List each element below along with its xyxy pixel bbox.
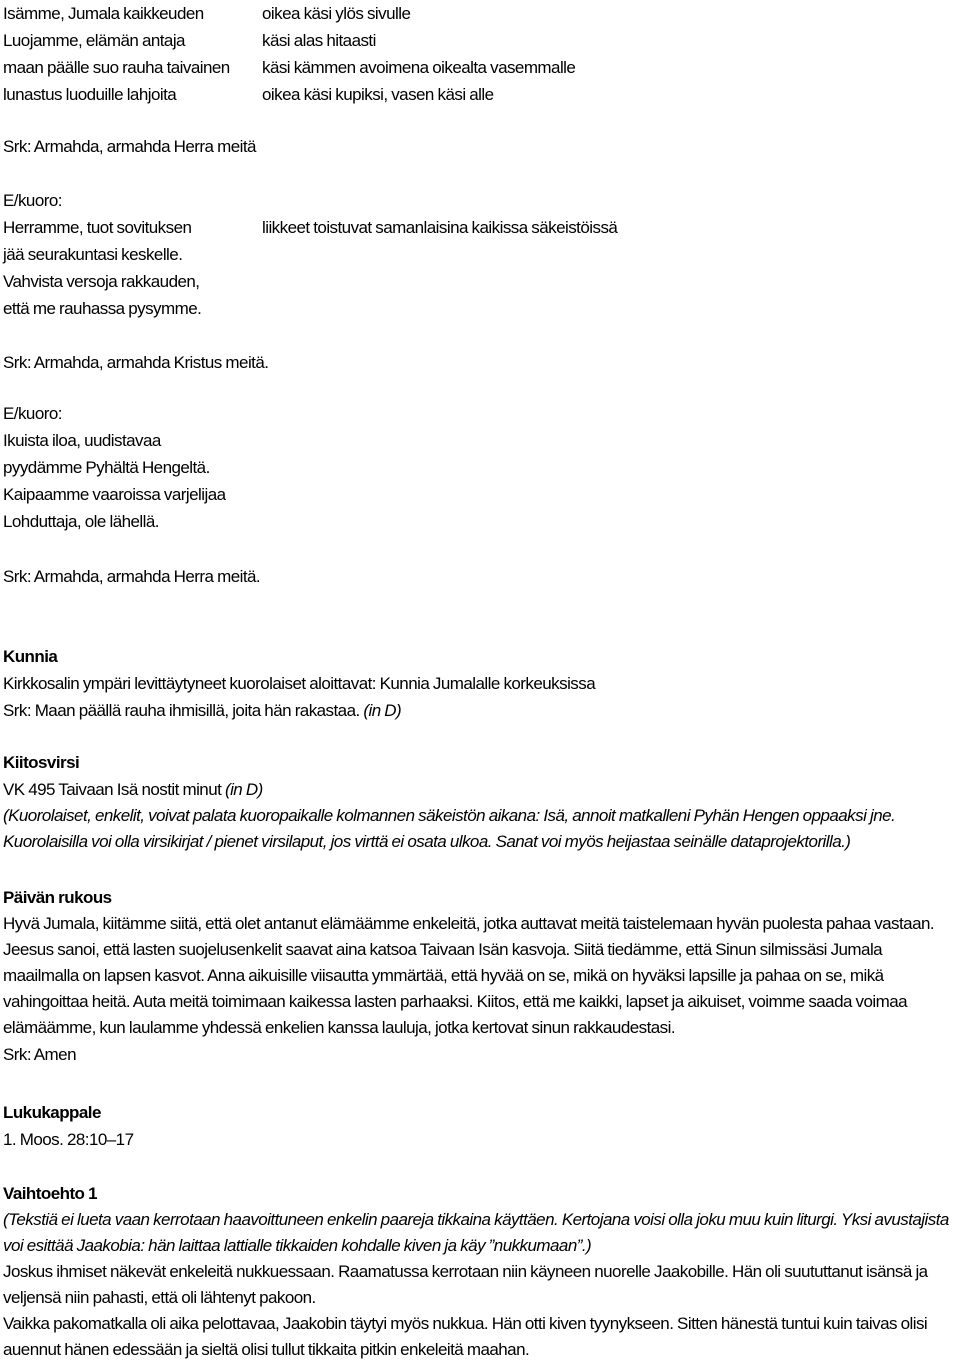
- key-note: (in D): [363, 701, 402, 720]
- gesture-instruction: käsi alas hitaasti: [262, 31, 376, 50]
- intro-row: [3, 27, 953, 54]
- section-heading: Vaihtoehto 1: [3, 1184, 97, 1203]
- intro-row: [3, 0, 953, 27]
- choir-row: [3, 214, 953, 241]
- lyric-line: Herramme, tuot sovituksen: [3, 218, 192, 237]
- lyric-line: Isämme, Jumala kaikkeuden: [3, 4, 204, 23]
- response-block: [3, 133, 957, 160]
- hymn-note: (Kuorolaiset, enkelit, voivat palata kuoropaikalle kolmannen säkeistön aikana: Isä, annoit matkalleni Pyhän Hengen oppaaksi jne. Kuorolaisilla voi olla virsikirjat / pienet virsilaput, jos virttä ei osata ulkoa. Sanat voi myös heijastaa seinälle dataprojektorilla.): [3, 806, 896, 851]
- choir-label-block: [3, 187, 957, 214]
- lyric-line: Vahvista versoja rakkauden,: [3, 272, 200, 291]
- section-heading: Päivän rukous: [3, 888, 112, 907]
- lyric-line: Luojamme, elämän antaja: [3, 31, 185, 50]
- section-heading: Kiitosvirsi: [3, 753, 80, 772]
- gesture-instruction: oikea käsi kupiksi, vasen käsi alle: [262, 85, 494, 104]
- lyric-line: että me rauhassa pysymme.: [3, 299, 202, 318]
- response-block: [3, 349, 957, 376]
- section-heading: Kunnia: [3, 647, 58, 666]
- response-block: [3, 563, 957, 590]
- key-note: (in D): [224, 780, 263, 799]
- hymn-line: [3, 776, 957, 803]
- intro-row: [3, 81, 953, 108]
- choir-row: [3, 241, 953, 268]
- gesture-instruction: käsi kämmen avoimena oikealta vasemmalle: [262, 58, 576, 77]
- section-lukukappale: [3, 1099, 957, 1153]
- response-text: Srk: Maan päällä rauha ihmisillä, joita hän rakastaa.: [3, 701, 360, 720]
- section-heading: Lukukappale: [3, 1103, 101, 1122]
- instruction-line: Kirkkosalin ympäri levittäytyneet kuorolaiset aloittavat: Kunnia Jumalalle korkeuksissa: [3, 674, 596, 693]
- prayer-text: Hyvä Jumala, kiitämme siitä, että olet antanut elämäämme enkeleitä, jotka auttavat meitä taistelemaan hyvän puolesta pahaa vastaan. Jeesus sanoi, että lasten suojelusenkelit saavat aina katsoa Taivaan Isän kasvoja. Siitä tiedämme, että Sinun silmissäsi Jumala maailmalla on lapsen kasvot. Anna aikuisille viisautta ymmärtää, että hyvää on se, mikä on hyväksi lapsille ja pahaa on se, mikä vahingoittaa heitä. Auta meitä toimimaan kaikessa lasten parhaaksi. Kiitos, että me kaikki, lapset ja aikuiset, voimme saada voimaa elämäämme, kun laulamme yhdessä enkelien kanssa lauluja, jotka kertovat sinun rakkaudestasi.: [3, 914, 935, 1037]
- choir-verse-1: [3, 214, 953, 322]
- section-kiitosvirsi: [3, 749, 957, 855]
- choir-label: E/kuoro:: [3, 191, 62, 210]
- hymn-title: VK 495 Taivaan Isä nostit minut: [3, 780, 222, 799]
- choir-verse-2: [3, 400, 957, 535]
- choir-row: [3, 268, 953, 295]
- scripture-reference: 1. Moos. 28:10–17: [3, 1130, 134, 1149]
- congregation-response: Srk: Amen: [3, 1045, 76, 1064]
- staging-note: (Tekstiä ei lueta vaan kerrotaan haavoittuneen enkelin paareja tikkaina käyttäen. Kertojana voisi olla joku muu kuin liturgi. Yksi avustajista voi esittää Jaakobia: hän laittaa lattialle tikkaiden kohdalle kiven ja käy ”nukkumaan”.): [3, 1210, 949, 1255]
- lyric-line: jää seurakuntasi keskelle.: [3, 245, 183, 264]
- lyric-line: lunastus luoduille lahjoita: [3, 85, 177, 104]
- intro-row: [3, 54, 953, 81]
- congregation-response: Srk: Armahda, armahda Kristus meitä.: [3, 353, 269, 372]
- congregation-response: [3, 697, 957, 724]
- lyric-line: Lohduttaja, ole lähellä.: [3, 512, 159, 531]
- congregation-response: Srk: Armahda, armahda Herra meitä: [3, 137, 256, 156]
- gesture-instruction: oikea käsi ylös sivulle: [262, 4, 411, 23]
- congregation-response: Srk: Armahda, armahda Herra meitä.: [3, 567, 261, 586]
- lyric-line: Kaipaamme vaaroissa varjelijaa: [3, 485, 226, 504]
- section-rukous: [3, 884, 957, 1068]
- lyric-line: maan päälle suo rauha taivainen: [3, 58, 230, 77]
- story-paragraph: Vaikka pakomatkalla oli aika pelottavaa, Jaakobin täytyi myös nukkua. Hän otti kiven tyynykseen. Sitten hänestä tuntui kuin taivas olisi auennut hänen edessään ja sieltä olisi tullut tikkaita pitkin enkeleitä maahan.: [3, 1314, 928, 1359]
- lyric-line: Ikuista iloa, uudistavaa: [3, 431, 161, 450]
- section-vaihtoehto: [3, 1180, 957, 1363]
- intro-verse: [3, 0, 953, 108]
- gesture-instruction: liikkeet toistuvat samanlaisina kaikissa säkeistöissä: [262, 218, 618, 237]
- lyric-line: pyydämme Pyhältä Hengeltä.: [3, 458, 210, 477]
- choir-label: E/kuoro:: [3, 404, 62, 423]
- choir-row: [3, 295, 953, 322]
- story-paragraph: Joskus ihmiset näkevät enkeleitä nukkuessaan. Raamatussa kerrotaan niin käyneen nuorelle Jaakobille. Hän oli suututtanut isänsä ja veljensä niin pahasti, että oli lähtenyt pakoon.: [3, 1262, 928, 1307]
- section-kunnia: [3, 643, 957, 724]
